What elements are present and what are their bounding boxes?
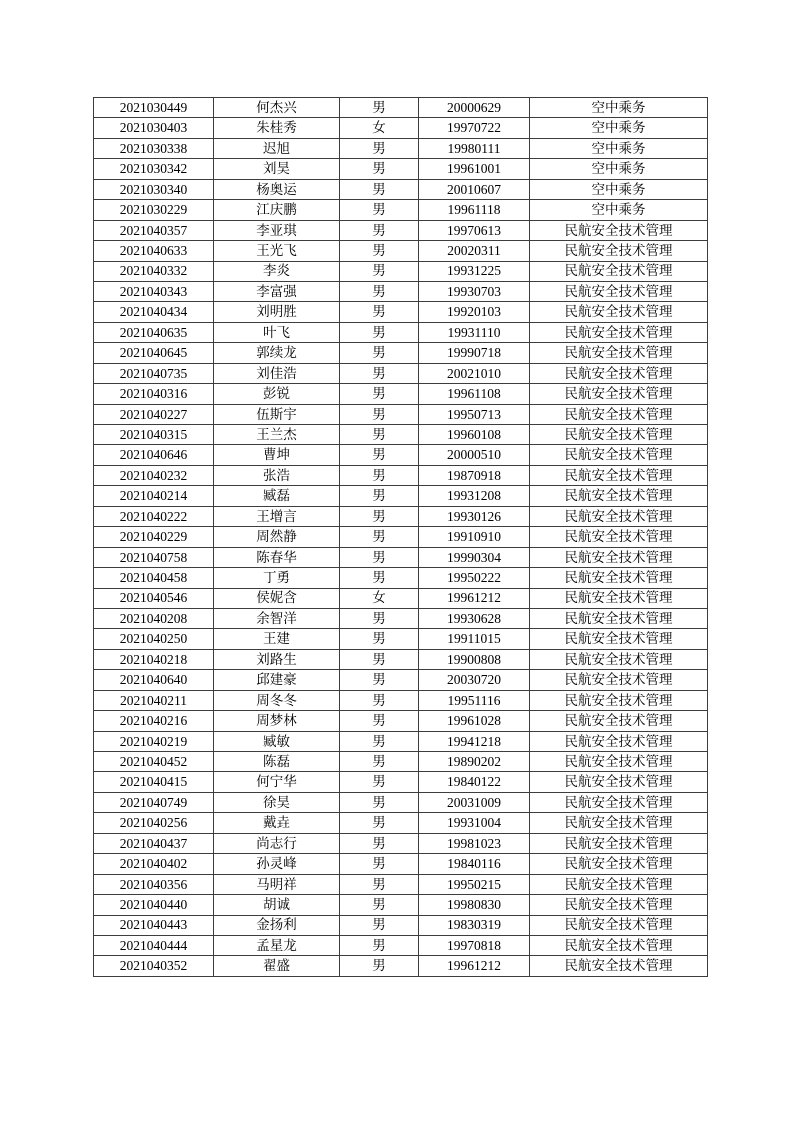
cell-gender: 女 [340, 588, 419, 608]
cell-gender: 男 [340, 281, 419, 301]
cell-birthdate: 19830319 [419, 915, 530, 935]
cell-major: 民航安全技术管理 [530, 608, 708, 628]
cell-major: 民航安全技术管理 [530, 302, 708, 322]
cell-gender: 男 [340, 343, 419, 363]
table-row [94, 425, 708, 445]
cell-major: 民航安全技术管理 [530, 527, 708, 547]
cell-birthdate: 19970613 [419, 220, 530, 240]
cell-gender: 男 [340, 772, 419, 792]
cell-gender: 男 [340, 731, 419, 751]
cell-major: 空中乘务 [530, 118, 708, 138]
cell-name: 杨奥运 [214, 179, 340, 199]
cell-major: 民航安全技术管理 [530, 568, 708, 588]
table-row [94, 731, 708, 751]
cell-major: 民航安全技术管理 [530, 547, 708, 567]
cell-major: 空中乘务 [530, 159, 708, 179]
cell-name: 周冬冬 [214, 690, 340, 710]
cell-major: 空中乘务 [530, 179, 708, 199]
cell-name: 张浩 [214, 465, 340, 485]
cell-student-id: 2021040434 [94, 302, 214, 322]
table-row [94, 833, 708, 853]
cell-birthdate: 20020311 [419, 241, 530, 261]
cell-major: 民航安全技术管理 [530, 384, 708, 404]
cell-gender: 男 [340, 445, 419, 465]
cell-student-id: 2021040315 [94, 425, 214, 445]
cell-birthdate: 19990304 [419, 547, 530, 567]
cell-student-id: 2021040546 [94, 588, 214, 608]
cell-gender: 男 [340, 506, 419, 526]
cell-student-id: 2021040452 [94, 752, 214, 772]
cell-major: 民航安全技术管理 [530, 322, 708, 342]
table-row [94, 568, 708, 588]
cell-student-id: 2021040332 [94, 261, 214, 281]
cell-student-id: 2021040437 [94, 833, 214, 853]
table-row [94, 506, 708, 526]
cell-gender: 男 [340, 792, 419, 812]
cell-birthdate: 19950713 [419, 404, 530, 424]
cell-major: 民航安全技术管理 [530, 813, 708, 833]
cell-name: 伍斯宇 [214, 404, 340, 424]
cell-major: 民航安全技术管理 [530, 792, 708, 812]
table-row [94, 159, 708, 179]
table-row [94, 445, 708, 465]
cell-birthdate: 19961212 [419, 588, 530, 608]
table-row [94, 608, 708, 628]
cell-birthdate: 20010607 [419, 179, 530, 199]
cell-gender: 男 [340, 547, 419, 567]
table-row [94, 261, 708, 281]
cell-gender: 男 [340, 711, 419, 731]
cell-major: 民航安全技术管理 [530, 220, 708, 240]
cell-major: 民航安全技术管理 [530, 854, 708, 874]
cell-student-id: 2021040633 [94, 241, 214, 261]
cell-gender: 男 [340, 241, 419, 261]
cell-birthdate: 19870918 [419, 465, 530, 485]
cell-major: 民航安全技术管理 [530, 241, 708, 261]
student-roster-table [93, 97, 708, 977]
cell-student-id: 2021040214 [94, 486, 214, 506]
cell-major: 民航安全技术管理 [530, 833, 708, 853]
cell-student-id: 2021040222 [94, 506, 214, 526]
cell-birthdate: 19931225 [419, 261, 530, 281]
cell-birthdate: 19930703 [419, 281, 530, 301]
cell-name: 徐昊 [214, 792, 340, 812]
cell-student-id: 2021040211 [94, 690, 214, 710]
cell-major: 空中乘务 [530, 98, 708, 118]
table-row [94, 220, 708, 240]
table-row [94, 547, 708, 567]
cell-major: 民航安全技术管理 [530, 752, 708, 772]
cell-gender: 男 [340, 179, 419, 199]
cell-gender: 男 [340, 159, 419, 179]
cell-name: 臧敏 [214, 731, 340, 751]
table-row [94, 588, 708, 608]
cell-birthdate: 19930628 [419, 608, 530, 628]
cell-name: 朱桂秀 [214, 118, 340, 138]
cell-name: 李富强 [214, 281, 340, 301]
cell-student-id: 2021030338 [94, 138, 214, 158]
cell-birthdate: 20031009 [419, 792, 530, 812]
cell-birthdate: 20021010 [419, 363, 530, 383]
cell-student-id: 2021040749 [94, 792, 214, 812]
cell-major: 民航安全技术管理 [530, 465, 708, 485]
cell-major: 民航安全技术管理 [530, 506, 708, 526]
cell-birthdate: 19920103 [419, 302, 530, 322]
table-row [94, 138, 708, 158]
cell-major: 民航安全技术管理 [530, 486, 708, 506]
cell-name: 王兰杰 [214, 425, 340, 445]
cell-student-id: 2021040256 [94, 813, 214, 833]
cell-gender: 男 [340, 425, 419, 445]
cell-gender: 男 [340, 363, 419, 383]
cell-major: 民航安全技术管理 [530, 281, 708, 301]
cell-gender: 男 [340, 261, 419, 281]
cell-major: 民航安全技术管理 [530, 404, 708, 424]
cell-birthdate: 19970818 [419, 935, 530, 955]
cell-birthdate: 19931208 [419, 486, 530, 506]
table-row [94, 322, 708, 342]
cell-major: 民航安全技术管理 [530, 874, 708, 894]
cell-name: 刘明胜 [214, 302, 340, 322]
cell-birthdate: 19961212 [419, 956, 530, 976]
cell-birthdate: 20000510 [419, 445, 530, 465]
table-row [94, 404, 708, 424]
cell-major: 民航安全技术管理 [530, 629, 708, 649]
table-row [94, 752, 708, 772]
cell-name: 曹坤 [214, 445, 340, 465]
table-row [94, 915, 708, 935]
cell-name: 李亚琪 [214, 220, 340, 240]
cell-student-id: 2021040635 [94, 322, 214, 342]
cell-gender: 男 [340, 608, 419, 628]
cell-student-id: 2021030342 [94, 159, 214, 179]
cell-student-id: 2021040402 [94, 854, 214, 874]
cell-student-id: 2021040758 [94, 547, 214, 567]
cell-birthdate: 19890202 [419, 752, 530, 772]
cell-student-id: 2021040208 [94, 608, 214, 628]
table-row [94, 363, 708, 383]
cell-student-id: 2021040216 [94, 711, 214, 731]
cell-gender: 男 [340, 302, 419, 322]
cell-name: 王增言 [214, 506, 340, 526]
cell-major: 民航安全技术管理 [530, 935, 708, 955]
cell-birthdate: 19910910 [419, 527, 530, 547]
cell-gender: 男 [340, 813, 419, 833]
cell-student-id: 2021040443 [94, 915, 214, 935]
cell-major: 民航安全技术管理 [530, 343, 708, 363]
cell-birthdate: 19961001 [419, 159, 530, 179]
table-row [94, 935, 708, 955]
cell-name: 余智洋 [214, 608, 340, 628]
cell-gender: 男 [340, 220, 419, 240]
cell-birthdate: 19961028 [419, 711, 530, 731]
cell-student-id: 2021040645 [94, 343, 214, 363]
cell-birthdate: 19980111 [419, 138, 530, 158]
cell-student-id: 2021040444 [94, 935, 214, 955]
table-row [94, 670, 708, 690]
cell-name: 何杰兴 [214, 98, 340, 118]
cell-major: 民航安全技术管理 [530, 425, 708, 445]
cell-birthdate: 19980830 [419, 895, 530, 915]
table-row [94, 343, 708, 363]
cell-student-id: 2021040735 [94, 363, 214, 383]
cell-birthdate: 19990718 [419, 343, 530, 363]
cell-name: 孙灵峰 [214, 854, 340, 874]
table-row [94, 895, 708, 915]
cell-major: 民航安全技术管理 [530, 772, 708, 792]
cell-name: 迟旭 [214, 138, 340, 158]
table-row [94, 179, 708, 199]
cell-name: 刘佳浩 [214, 363, 340, 383]
cell-name: 戴垚 [214, 813, 340, 833]
table-row [94, 241, 708, 261]
table-row [94, 118, 708, 138]
cell-name: 丁勇 [214, 568, 340, 588]
cell-gender: 男 [340, 527, 419, 547]
table-row [94, 527, 708, 547]
cell-birthdate: 20000629 [419, 98, 530, 118]
cell-gender: 男 [340, 98, 419, 118]
cell-student-id: 2021040343 [94, 281, 214, 301]
cell-birthdate: 19840122 [419, 772, 530, 792]
cell-birthdate: 19950222 [419, 568, 530, 588]
cell-name: 江庆鹏 [214, 200, 340, 220]
cell-birthdate: 19961118 [419, 200, 530, 220]
cell-major: 民航安全技术管理 [530, 731, 708, 751]
cell-name: 陈磊 [214, 752, 340, 772]
cell-major: 民航安全技术管理 [530, 363, 708, 383]
cell-gender: 男 [340, 833, 419, 853]
cell-name: 叶飞 [214, 322, 340, 342]
cell-name: 陈春华 [214, 547, 340, 567]
cell-gender: 男 [340, 854, 419, 874]
cell-gender: 男 [340, 690, 419, 710]
cell-student-id: 2021040458 [94, 568, 214, 588]
cell-birthdate: 19950215 [419, 874, 530, 894]
cell-major: 民航安全技术管理 [530, 261, 708, 281]
student-table-body [94, 98, 708, 977]
cell-gender: 男 [340, 895, 419, 915]
cell-name: 臧磊 [214, 486, 340, 506]
cell-birthdate: 19931110 [419, 322, 530, 342]
cell-student-id: 2021040232 [94, 465, 214, 485]
cell-gender: 男 [340, 629, 419, 649]
cell-student-id: 2021030403 [94, 118, 214, 138]
cell-major: 民航安全技术管理 [530, 690, 708, 710]
cell-gender: 男 [340, 404, 419, 424]
cell-birthdate: 19941218 [419, 731, 530, 751]
cell-name: 何宁华 [214, 772, 340, 792]
cell-gender: 女 [340, 118, 419, 138]
cell-gender: 男 [340, 465, 419, 485]
table-row [94, 956, 708, 976]
cell-name: 周然静 [214, 527, 340, 547]
cell-name: 胡诚 [214, 895, 340, 915]
table-row [94, 711, 708, 731]
table-row [94, 792, 708, 812]
cell-name: 邱建豪 [214, 670, 340, 690]
cell-student-id: 2021040352 [94, 956, 214, 976]
table-row [94, 874, 708, 894]
table-row [94, 813, 708, 833]
cell-student-id: 2021030229 [94, 200, 214, 220]
cell-student-id: 2021040316 [94, 384, 214, 404]
table-row [94, 629, 708, 649]
cell-name: 郭续龙 [214, 343, 340, 363]
table-row [94, 384, 708, 404]
cell-major: 民航安全技术管理 [530, 588, 708, 608]
cell-student-id: 2021040250 [94, 629, 214, 649]
table-row [94, 690, 708, 710]
cell-major: 空中乘务 [530, 138, 708, 158]
table-row [94, 200, 708, 220]
cell-name: 翟盛 [214, 956, 340, 976]
cell-major: 民航安全技术管理 [530, 895, 708, 915]
cell-major: 民航安全技术管理 [530, 915, 708, 935]
cell-gender: 男 [340, 486, 419, 506]
cell-gender: 男 [340, 200, 419, 220]
cell-student-id: 2021030449 [94, 98, 214, 118]
cell-name: 金扬利 [214, 915, 340, 935]
cell-birthdate: 19951116 [419, 690, 530, 710]
cell-gender: 男 [340, 956, 419, 976]
cell-major: 民航安全技术管理 [530, 445, 708, 465]
cell-major: 民航安全技术管理 [530, 956, 708, 976]
cell-birthdate: 19960108 [419, 425, 530, 445]
cell-major: 民航安全技术管理 [530, 649, 708, 669]
cell-gender: 男 [340, 874, 419, 894]
cell-name: 尚志行 [214, 833, 340, 853]
cell-major: 空中乘务 [530, 200, 708, 220]
cell-gender: 男 [340, 138, 419, 158]
cell-major: 民航安全技术管理 [530, 670, 708, 690]
table-row [94, 772, 708, 792]
table-row [94, 854, 708, 874]
cell-name: 王光飞 [214, 241, 340, 261]
cell-student-id: 2021040356 [94, 874, 214, 894]
cell-birthdate: 20030720 [419, 670, 530, 690]
cell-gender: 男 [340, 670, 419, 690]
cell-birthdate: 19931004 [419, 813, 530, 833]
table-row [94, 302, 708, 322]
cell-student-id: 2021040229 [94, 527, 214, 547]
cell-student-id: 2021040218 [94, 649, 214, 669]
cell-birthdate: 19970722 [419, 118, 530, 138]
cell-birthdate: 19981023 [419, 833, 530, 853]
cell-gender: 男 [340, 935, 419, 955]
cell-birthdate: 19900808 [419, 649, 530, 669]
table-row [94, 649, 708, 669]
cell-name: 侯妮含 [214, 588, 340, 608]
cell-name: 王建 [214, 629, 340, 649]
cell-name: 马明祥 [214, 874, 340, 894]
cell-student-id: 2021040357 [94, 220, 214, 240]
cell-student-id: 2021040646 [94, 445, 214, 465]
cell-birthdate: 19961108 [419, 384, 530, 404]
cell-name: 刘路生 [214, 649, 340, 669]
cell-student-id: 2021040219 [94, 731, 214, 751]
table-row [94, 486, 708, 506]
cell-birthdate: 19840116 [419, 854, 530, 874]
cell-major: 民航安全技术管理 [530, 711, 708, 731]
cell-gender: 男 [340, 384, 419, 404]
cell-gender: 男 [340, 322, 419, 342]
cell-name: 李炎 [214, 261, 340, 281]
cell-name: 周梦林 [214, 711, 340, 731]
cell-gender: 男 [340, 752, 419, 772]
table-row [94, 98, 708, 118]
cell-name: 孟星龙 [214, 935, 340, 955]
cell-name: 彭锐 [214, 384, 340, 404]
cell-gender: 男 [340, 568, 419, 588]
table-row [94, 281, 708, 301]
table-row [94, 465, 708, 485]
cell-student-id: 2021030340 [94, 179, 214, 199]
cell-student-id: 2021040440 [94, 895, 214, 915]
cell-student-id: 2021040640 [94, 670, 214, 690]
cell-gender: 男 [340, 649, 419, 669]
cell-birthdate: 19911015 [419, 629, 530, 649]
cell-student-id: 2021040227 [94, 404, 214, 424]
cell-gender: 男 [340, 915, 419, 935]
cell-birthdate: 19930126 [419, 506, 530, 526]
cell-student-id: 2021040415 [94, 772, 214, 792]
cell-name: 刘昊 [214, 159, 340, 179]
